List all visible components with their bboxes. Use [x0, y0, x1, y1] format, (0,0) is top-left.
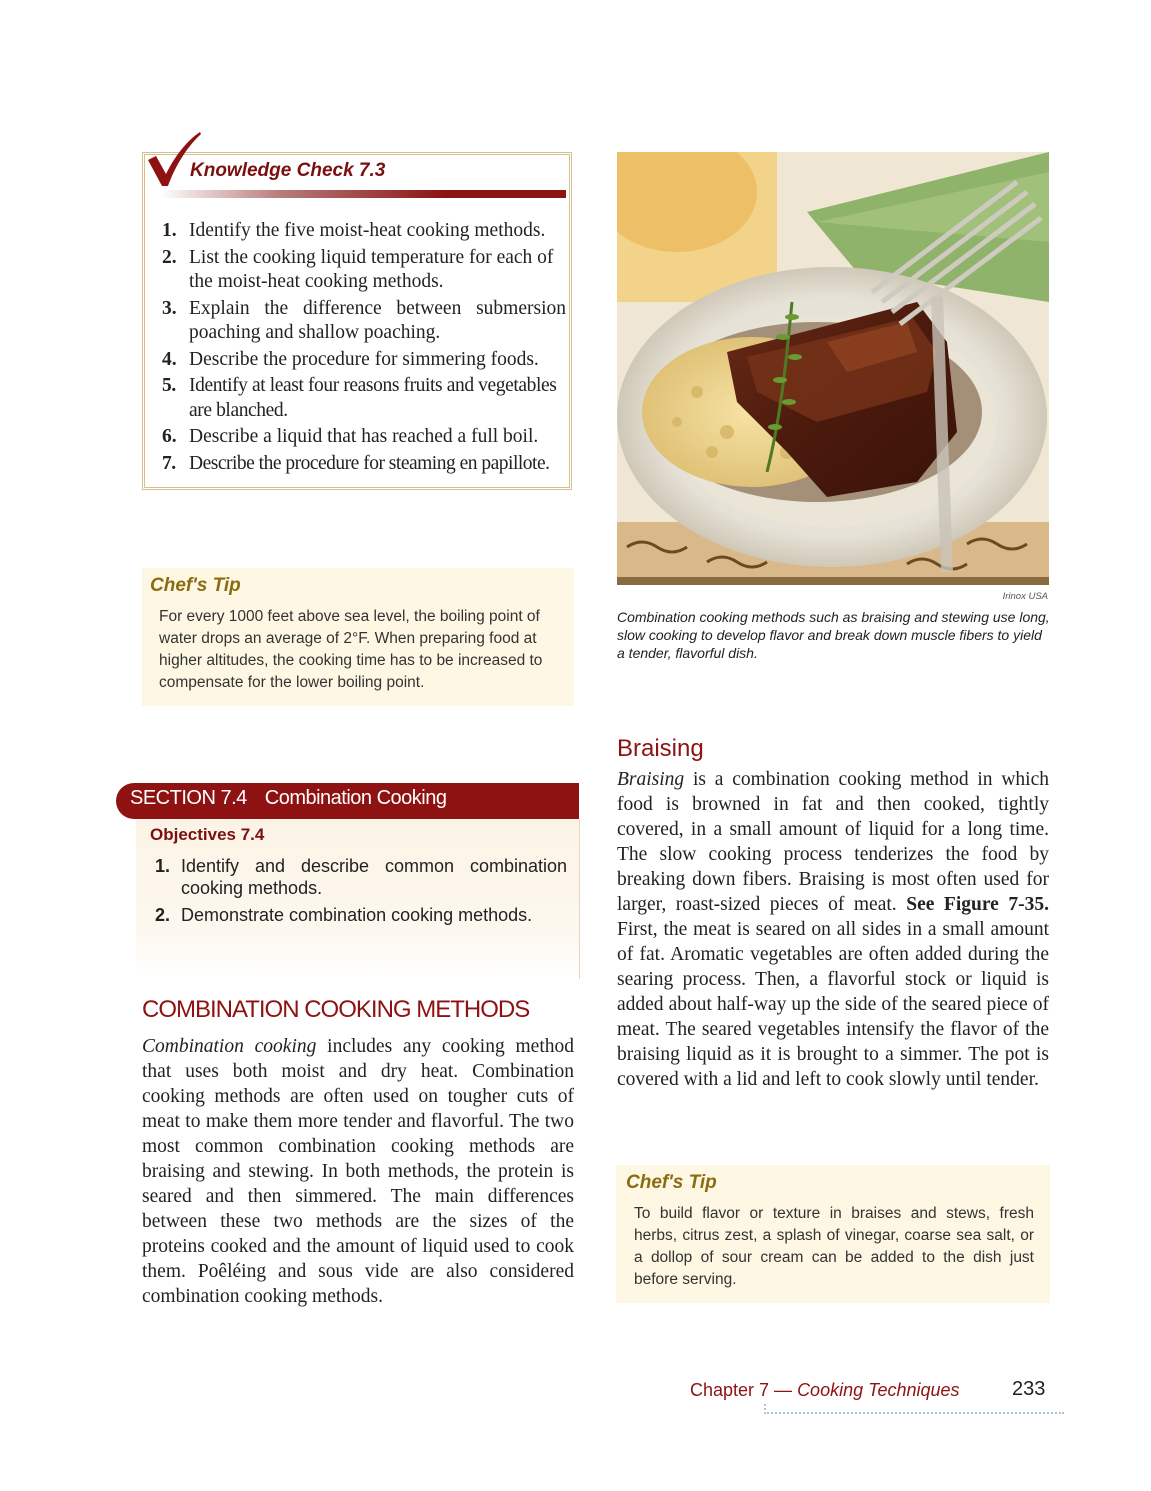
braising-paragraph: Braising is a combination cooking method in which food is browned in fat and then cooked, tightly covered, in a small amount of liquid for a long time. The slow cooking process tenderizes the food by breaking down fibers. Braising is most often used for larger, roast-sized pieces of meat. See Figure 7-35. First, the meat is seared on all sides in a small amount of fat. Aromatic vegetables are often added during the searing process. Then, a flavorful stock or liquid is added about half-way up the side of the seared piece of meat. The seared vegetables intensify the flavor of the braising liquid as it is brought to a simmer. The pot is covered with a lid and left to cook slowly until tender. [617, 769, 1049, 1090]
chapter-title: Cooking Techniques [797, 1380, 960, 1400]
braising-term: Braising [617, 769, 685, 790]
braised-meat-photo [617, 152, 1049, 585]
chefs-tip-text: To build flavor or texture in braises and stews, fresh herbs, citrus zest, a splash of vinegar, coarse sea salt, or a dollop of sour cream can be added to the dish just before serving. [634, 1205, 1034, 1288]
list-item: 7. Describe the procedure for steaming en papillote. [162, 452, 550, 474]
objectives-list [155, 855, 567, 931]
section-number: SECTION 7.4 [130, 787, 247, 809]
braising-heading: Braising [617, 735, 704, 762]
chefs-tip-title: Chef's Tip [150, 575, 241, 596]
list-item: 1. Identify and describe common combination cooking methods. [155, 856, 567, 898]
knowledge-check-title: Knowledge Check 7.3 [190, 160, 386, 181]
chefs-tip-text: For every 1000 feet above sea level, the boiling point of water drops an average of 2°F. When preparing food at higher altitudes, the cooking time has to be increased to compensate for the lower boiling point. [159, 608, 543, 691]
list-item: 4. Describe the procedure for simmering foods. [162, 348, 539, 370]
list-item: 6. Describe a liquid that has reached a full boil. [162, 426, 539, 447]
knowledge-check-bar [160, 190, 566, 198]
list-item: 2. Demonstrate combination cooking methods. [155, 905, 533, 925]
footer-chapter: Chapter 7 — Cooking Techniques [690, 1380, 960, 1400]
figure-reference: See Figure 7-35. [906, 894, 1049, 915]
page-number: 233 [1012, 1378, 1046, 1400]
chefs-tip-title: Chef's Tip [626, 1172, 717, 1193]
combination-paragraph: Combination cooking includes any cooking method that uses both moist and dry heat. Combination cooking methods are often used on tougher cuts of meat to make them more tender and flavorful. The two most common combination cooking methods are braising and stewing. In both methods, the protein is seared and then simmered. The main differences between these two methods are the sizes of the proteins cooked and the amount of liquid used to cook them. Poêléing and sous vide are also considered combination cooking methods. [142, 1036, 575, 1307]
section-header [130, 787, 447, 810]
combination-heading: COMBINATION COOKING METHODS [142, 996, 530, 1023]
photo-credit: Irinox USA [1002, 591, 1048, 602]
knowledge-check-list [158, 219, 566, 478]
list-item: 5. Identify at least four reasons fruits and vegetables are blanched. [162, 375, 557, 421]
footer-divider [764, 1412, 1064, 1414]
list-item: 3. Explain the difference between submersion poaching and shallow poaching. [162, 297, 566, 343]
list-item: 2. List the cooking liquid temperature for each of the moist-heat cooking methods. [162, 246, 554, 292]
section-title: Combination Cooking [264, 787, 447, 809]
combination-term: Combination cooking [142, 1036, 317, 1057]
objectives-title: Objectives 7.4 [150, 825, 265, 844]
list-item: 1. Identify the five moist-heat cooking methods. [162, 220, 546, 241]
photo-caption: Combination cooking methods such as braising and stewing use long, slow cooking to develop flavor and break down muscle fibers to yield a tender, flavorful dish. [617, 609, 1050, 661]
